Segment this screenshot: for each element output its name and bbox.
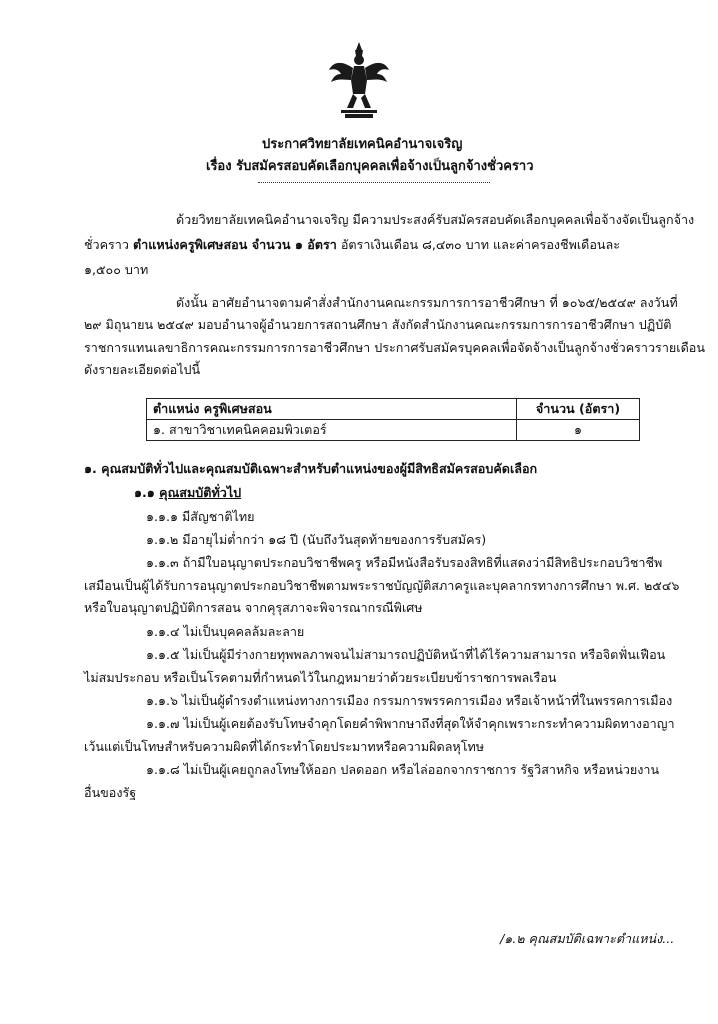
table-header-count: จำนวน (อัตรา) (517, 399, 640, 420)
continuation-note: /๑.๒ คุณสมบัติเฉพาะตำแหน่ง... (500, 931, 675, 946)
table-cell-field: ๑. สาขาวิชาเทคนิคคอมพิวเตอร์ (147, 420, 517, 441)
position-highlight: ตำแหน่งครูพิเศษสอน จำนวน ๑ อัตรา (132, 237, 337, 252)
intro-p1-line3: ๑,๕๐๐ บาท (84, 262, 149, 277)
positions-table (146, 398, 640, 441)
item-1-1-2: ๑.๑.๒ มีอายุไม่ต่ำกว่า ๑๘ ปี (นับถึงวันสุดท้ายของการรับสมัคร) (146, 532, 487, 547)
announcement-title: ประกาศวิทยาลัยเทคนิคอำนาจเจริญ (262, 137, 463, 152)
intro-p1-l2a: ชั่วคราว (84, 237, 133, 252)
intro-p2-line3: ราชการแทนเลขาธิการคณะกรรมการการอาชีวศึกษา ประกาศรับสมัครบุคคลเพื่อจัดจ้างเป็นลูกจ้างชั่วคราวรายเดือน (84, 340, 705, 355)
item-1-1-3-line3: หรือใบอนุญาตปฏิบัติการสอน จากคุรุสภาจะพิจารณากรณีพิเศษ (84, 600, 423, 615)
table-header-row (147, 399, 640, 420)
sub-label: คุณสมบัติทั่วไป (159, 485, 242, 500)
intro-p1-line1: ด้วยวิทยาลัยเทคนิคอำนาจเจริญ มีความประสงค์รับสมัครสอบคัดเลือกบุคคลเพื่อจ้างจัดเป็นลูกจ้าง (176, 212, 695, 227)
sub-number: ๑.๑ (134, 485, 160, 500)
table-row (147, 420, 640, 441)
table-cell-count: ๑ (517, 420, 640, 441)
table-header-position: ตำแหน่ง ครูพิเศษสอน (147, 399, 517, 420)
item-1-1-8-line1: ๑.๑.๘ ไม่เป็นผู้เคยถูกลงโทษให้ออก ปลดออก หรือไล่ออกจากราชการ รัฐวิสาหกิจ หรือหน่วยงาน (146, 762, 660, 777)
section1-subheading (134, 484, 241, 502)
item-1-1-3-line2: เสมือนเป็นผู้ได้รับการอนุญาตประกอบวิชาชีพตามพระราชบัญญัติสภาครูและบุคลากรทางการศึกษา พ.ศ. ๒๕๔๖ (84, 578, 680, 593)
item-1-1-6: ๑.๑.๖ ไม่เป็นผู้ดำรงตำแหน่งทางการเมือง กรรมการพรรคการเมือง หรือเจ้าหน้าที่ในพรรคการเมือง (146, 693, 673, 708)
item-1-1-7-line2: เว้นแต่เป็นโทษสำหรับความผิดที่ได้กระทำโดยประมาทหรือความผิดลหุโทษ (84, 739, 485, 754)
intro-p1-l2c: อัตราเงินเดือน ๘,๔๓๐ บาท และค่าครองชีพเดือนละ (336, 237, 621, 252)
item-1-1-7-line1: ๑.๑.๗ ไม่เป็นผู้เคยต้องรับโทษจำคุกโดยคำพิพากษาถึงที่สุดให้จำคุกเพราะกระทำความผิดทางอาญา (146, 716, 675, 731)
garuda-emblem-icon (327, 40, 391, 120)
item-1-1-5-line1: ๑.๑.๕ ไม่เป็นผู้มีร่างกายทุพพลภาพจนไม่สามารถปฏิบัติหน้าที่ได้ไร้ความสามารถ หรือจิตฟั่นเฟือน (146, 647, 666, 662)
title-divider (258, 182, 490, 183)
item-1-1-8-line2: อื่นของรัฐ (84, 785, 137, 800)
intro-p2-line1: ดังนั้น อาศัยอำนาจตามคำสั่งสำนักงานคณะกรรมการการอาชีวศึกษา ที่ ๑๐๖๕/๒๕๔๙ ลงวันที่ (176, 295, 678, 310)
intro-p2-line2: ๒๙ มิถุนายน ๒๕๔๙ มอบอำนาจผู้อำนวยการสถานศึกษา สังกัดสำนักงานคณะกรรมการการอาชีวศึกษา ปฏิบัติ (84, 317, 672, 332)
item-1-1-4: ๑.๑.๔ ไม่เป็นบุคคลล้มละลาย (146, 624, 305, 639)
intro-p2-line4: ดังรายละเอียดต่อไปนี้ (84, 362, 201, 377)
item-1-1-5-line2: ไม่สมประกอบ หรือเป็นโรคตามที่กำหนดไว้ในกฎหมายว่าด้วยระเบียบข้าราชการพลเรือน (84, 670, 557, 685)
section1-heading: ๑. คุณสมบัติทั่วไปและคุณสมบัติเฉพาะสำหรับตำแหน่งของผู้มีสิทธิสมัครสอบคัดเลือก (84, 461, 538, 476)
item-1-1-3-line1: ๑.๑.๓ ถ้ามีใบอนุญาตประกอบวิชาชีพครู หรือมีหนังสือรับรองสิทธิที่แสดงว่ามีสิทธิประกอบวิชาชีพ (146, 555, 663, 570)
item-1-1-1: ๑.๑.๑ มีสัญชาติไทย (146, 509, 255, 524)
intro-p1-line2 (84, 236, 620, 254)
announcement-subject: เรื่อง รับสมัครสอบคัดเลือกบุคคลเพื่อจ้างเป็นลูกจ้างชั่วคราว (206, 159, 534, 174)
